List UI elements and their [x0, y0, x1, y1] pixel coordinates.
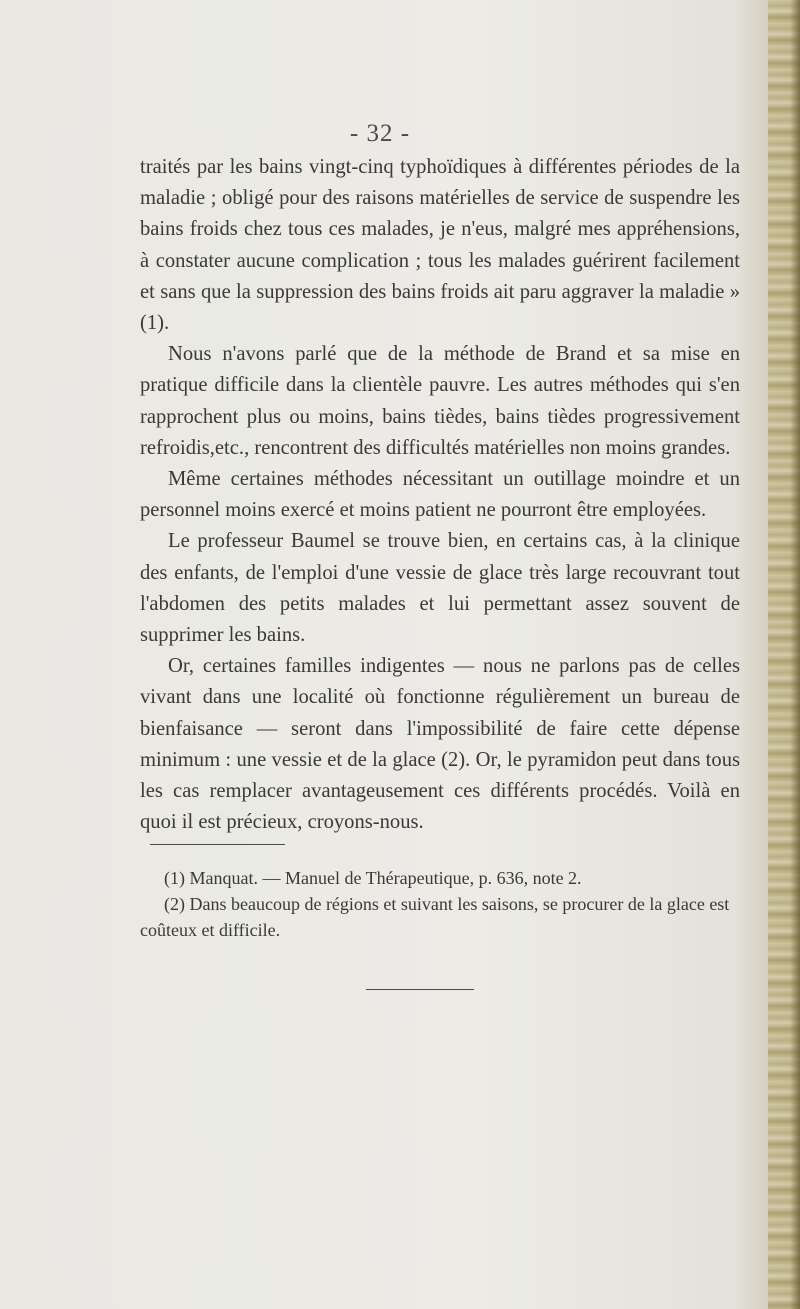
footnote-1: (1) Manquat. — Manuel de Thérapeutique, p. 636, note 2. [164, 868, 582, 888]
paragraph-baumel: Le professeur Baumel se trouve bien, en certains cas, à la clinique des enfants, de l'emploi d'une vessie de glace très large recouvrant tout l'abdomen des petits malades et lui permettant assez souvent de supprimer les bains. [140, 530, 740, 647]
footnotes [140, 865, 740, 943]
footnote-separator [150, 844, 285, 845]
paragraph-other-methods: Même certaines méthodes nécessitant un outillage moindre et un personnel moins exercé et moins patient ne pourront être employées. [140, 468, 740, 522]
footnote-2: (2) Dans beaucoup de régions et suivant les saisons, se procurer de la glace est coûteux et difficile. [140, 894, 730, 940]
page-number: - 32 - [349, 120, 411, 147]
paragraph-continuation: traités par les bains vingt-cinq typhoïdiques à différentes périodes de la maladie ; obligé pour des raisons matérielles de service de suspendre les bains froids chez tous ces malades, je n'eus, malgré mes appréhensions, à constater aucune complication ; tous les malades guérirent facilement et sans que la suppression des bains froids ait paru aggraver la maladie » (1). [140, 156, 740, 335]
paragraph-pyramidon: Or, certaines familles indigentes — nous ne parlons pas de celles vivant dans une localité où fonctionne régulièrement un bureau de bienfaisance — seront dans l'impossibilité de faire cette dépense minimum : une vessie et de la glace (2). Or, le pyramidon peut dans tous les cas remplacer avantageusement ces différents procédés. Voilà en quoi il est précieux, croyons-nous. [140, 655, 740, 834]
body-text [140, 152, 740, 838]
end-rule [366, 989, 474, 990]
paragraph-brand-method: Nous n'avons parlé que de la méthode de Brand et sa mise en pratique difficile dans la clientèle pauvre. Les autres méthodes qui s'en rapprochent plus ou moins, bains tièdes, bains tièdes progressivement refroidis,etc., rencontrent des difficultés matérielles non moins grandes. [140, 343, 740, 459]
page-binding-edge [768, 0, 800, 1309]
